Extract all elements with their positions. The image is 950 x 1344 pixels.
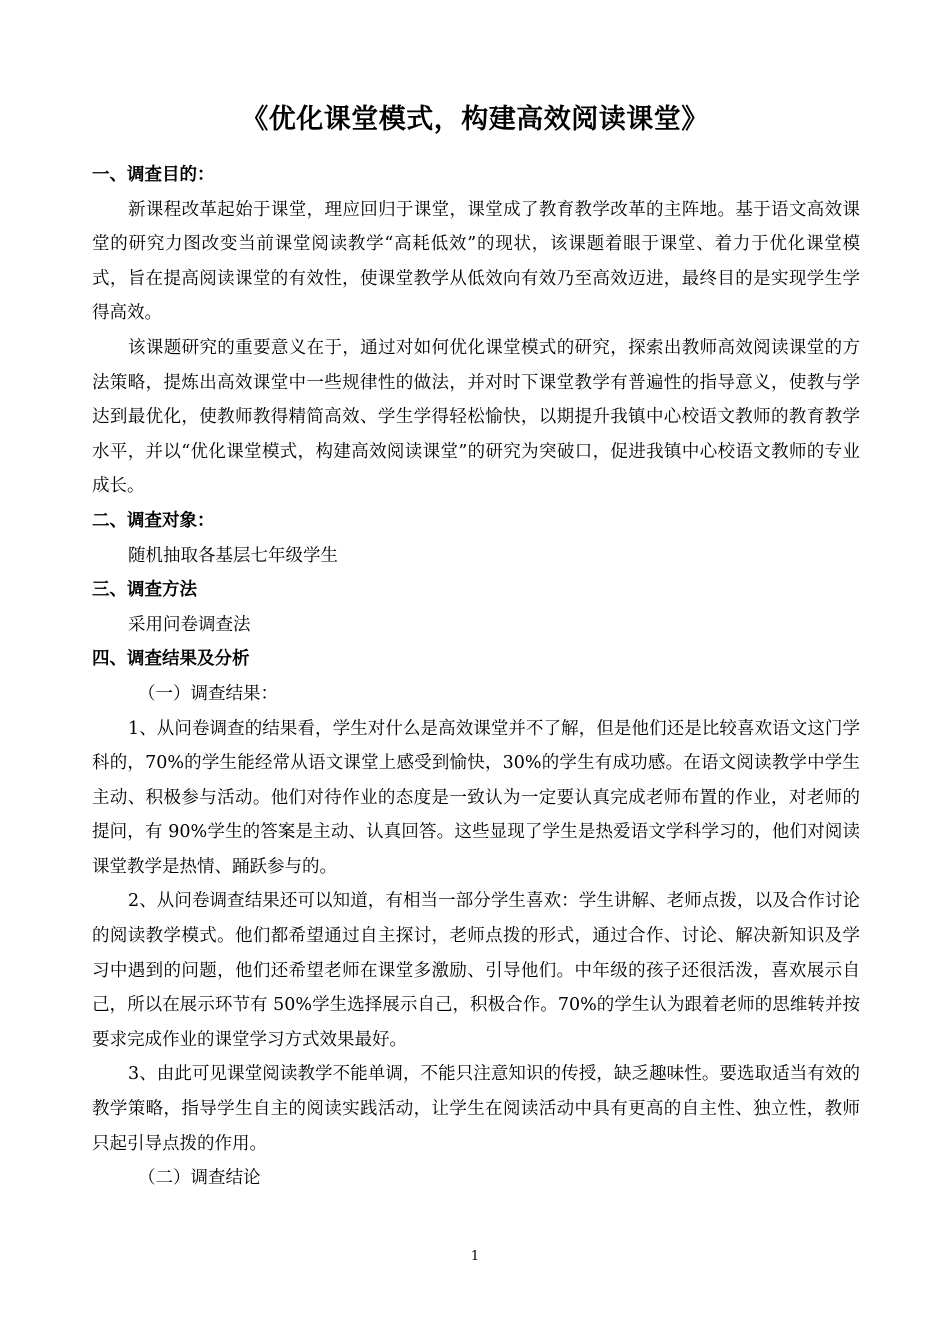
section-heading-method: 三、调查方法 bbox=[92, 580, 197, 601]
section-heading-results: 四、调查结果及分析 bbox=[92, 649, 250, 670]
paragraph-subjects: 随机抽取各基层七年级学生 bbox=[128, 545, 338, 566]
section-heading-purpose: 一、调查目的： bbox=[92, 165, 215, 185]
document-body bbox=[92, 158, 860, 1196]
document-title: 《优化课堂模式，构建高效阅读课堂》 bbox=[241, 104, 709, 135]
section-heading-subjects: 二、调查对象： bbox=[92, 510, 215, 531]
paragraph-result-3: 3、由此可见课堂阅读教学不能单调，不能只注意知识的传授，缺乏趣味性。要选取适当有效的教学策略，指导学生自主的阅读实践活动，让学生在阅读活动中具有更高的自主性、独立性，教师只起引导点拨的作用。 bbox=[92, 1064, 860, 1154]
paragraph-result-1: 1、从问卷调查的结果看，学生对什么是高效课堂并不了解，但是他们还是比较喜欢语文这门学科的，70%的学生能经常从语文课堂上感受到愉快，30%的学生有成功感。在语文阅读教学中学生主动、积极参与活动。他们对待作业的态度是一致认为一定要认真完成老师布置的作业，对老师的提问，有 90%学生的答案是主动、认真回答。这些显现了学生是热爱语文学科学习的，他们对阅读课堂教学是热情、踊跃参与的。 bbox=[92, 718, 860, 877]
paragraph-method: 采用问卷调查法 bbox=[128, 614, 251, 635]
paragraph-result-2: 2、从问卷调查结果还可以知道，有相当一部分学生喜欢：学生讲解、老师点拨，以及合作讨论的阅读教学模式。他们都希望通过自主探讨，老师点拨的形式，通过合作、讨论、解决新知识及学习中遇到的问题，他们还希望老师在课堂多激励、引导他们。中年级的孩子还很活泼，喜欢展示自己，所以在展示环节有 50%学生选择展示自己，积极合作。70%的学生认为跟着老师的思维转并按要求完成作业的课堂学习方式效果最好。 bbox=[92, 891, 860, 1050]
subheading-results: （一）调查结果： bbox=[138, 683, 278, 704]
page-number: 1 bbox=[470, 1249, 480, 1264]
paragraph-purpose-1: 新课程改革起始于课堂，理应回归于课堂，课堂成了教育教学改革的主阵地。基于语文高效课堂的研究力图改变当前课堂阅读教学“高耗低效”的现状，该课题着眼于课堂、着力于优化课堂模式，旨在提高阅读课堂的有效性，使课堂教学从低效向有效乃至高效迈进，最终目的是实现学生学得高效。 bbox=[92, 199, 860, 324]
paragraph-purpose-2: 该课题研究的重要意义在于，通过对如何优化课堂模式的研究，探索出教师高效阅读课堂的方法策略，提炼出高效课堂中一些规律性的做法，并对时下课堂教学有普遍性的指导意义，使教与学达到最优化，使教师教得精简高效、学生学得轻松愉快，以期提升我镇中心校语文教师的教育教学水平，并以“优化课堂模式，构建高效阅读课堂”的研究为突破口，促进我镇中心校语文教师的专业成长。 bbox=[92, 337, 860, 497]
subheading-conclusion: （二）调查结论 bbox=[138, 1168, 261, 1189]
